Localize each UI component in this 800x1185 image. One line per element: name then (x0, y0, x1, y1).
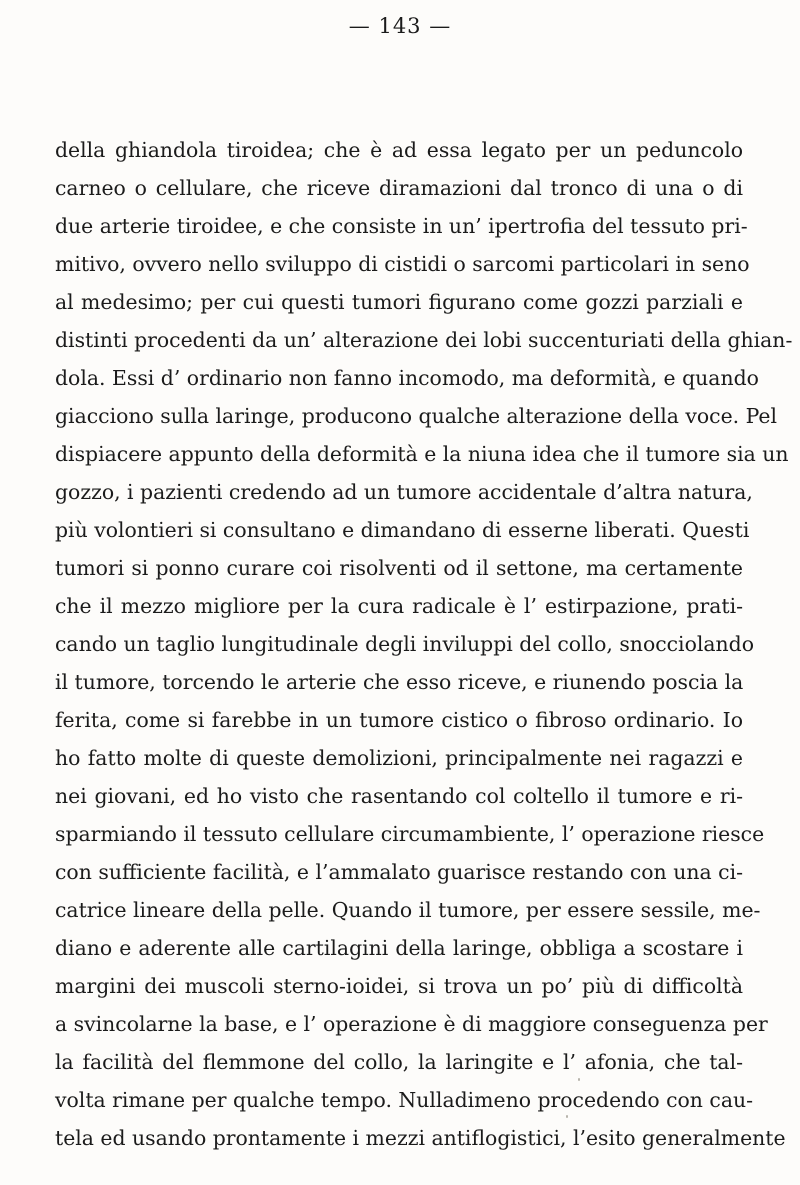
text-line: catrice lineare della pelle. Quando il tumore, per essere sessile, me- (55, 898, 761, 922)
text-line: dispiacere appunto della deformità e la niuna idea che il tumore sia un (55, 442, 789, 466)
body-text (55, 131, 793, 1157)
text-line: volta rimane per qualche tempo. Nulladimeno procedendo con cau- (55, 1088, 754, 1112)
text-line: la facilità del flemmone del collo, la laringite e l’ afonia, che tal- (55, 1050, 743, 1074)
text-line: giacciono sulla laringe, producono qualche alterazione della voce. Pel (55, 404, 778, 428)
text-line: che il mezzo migliore per la cura radicale è l’ estirpazione, prati- (55, 594, 743, 618)
text-line: mitivo, ovvero nello sviluppo di cistidi o sarcomi particolari in seno (55, 252, 750, 276)
text-line: sparmiando il tessuto cellulare circumambiente, l’ operazione riesce (55, 822, 765, 846)
text-line: gozzo, i pazienti credendo ad un tumore accidentale d’altra natura, (55, 480, 753, 504)
text-line: a svincolarne la base, e l’ operazione è di maggiore conseguenza per (55, 1012, 768, 1036)
text-line: diano e aderente alle cartilagini della laringe, obbliga a scostare i (55, 936, 743, 960)
text-line: distinti procedenti da un’ alterazione dei lobi succenturiati della ghian- (55, 328, 793, 352)
text-line: margini dei muscoli sterno-ioidei, si trova un po’ più di difficoltà (55, 974, 743, 998)
text-line: due arterie tiroidee, e che consiste in un’ ipertrofia del tessuto pri- (55, 214, 748, 238)
text-line: il tumore, torcendo le arterie che esso riceve, e riunendo poscia la (55, 670, 744, 694)
text-line: al medesimo; per cui questi tumori figurano come gozzi parziali e (55, 290, 743, 314)
text-line: dola. Essi d’ ordinario non fanno incomodo, ma deformità, e quando (55, 366, 759, 390)
text-line: tela ed usando prontamente i mezzi antiflogistici, l’esito generalmente (55, 1126, 786, 1150)
text-line: con sufficiente facilità, e l’ammalato guarisce restando con una ci- (55, 860, 743, 884)
text-line: nei giovani, ed ho visto che rasentando col coltello il tumore e ri- (55, 784, 743, 808)
paper-speck (566, 1115, 568, 1118)
text-line: della ghiandola tiroidea; che è ad essa legato per un peduncolo (55, 138, 743, 162)
paper-speck (578, 1078, 580, 1081)
page-number-header: — 143 — (348, 14, 452, 38)
text-line: più volontieri si consultano e dimandano di esserne liberati. Questi (55, 518, 750, 542)
text-line: ho fatto molte di queste demolizioni, principalmente nei ragazzi e (55, 746, 743, 770)
text-line: carneo o cellulare, che riceve diramazioni dal tronco di una o di (55, 176, 743, 200)
text-line: ferita, come si farebbe in un tumore cistico o fibroso ordinario. Io (55, 708, 743, 732)
text-line: tumori si ponno curare coi risolventi od il settone, ma certamente (55, 556, 743, 580)
text-line: cando un taglio lungitudinale degli inviluppi del collo, snocciolando (55, 632, 754, 656)
